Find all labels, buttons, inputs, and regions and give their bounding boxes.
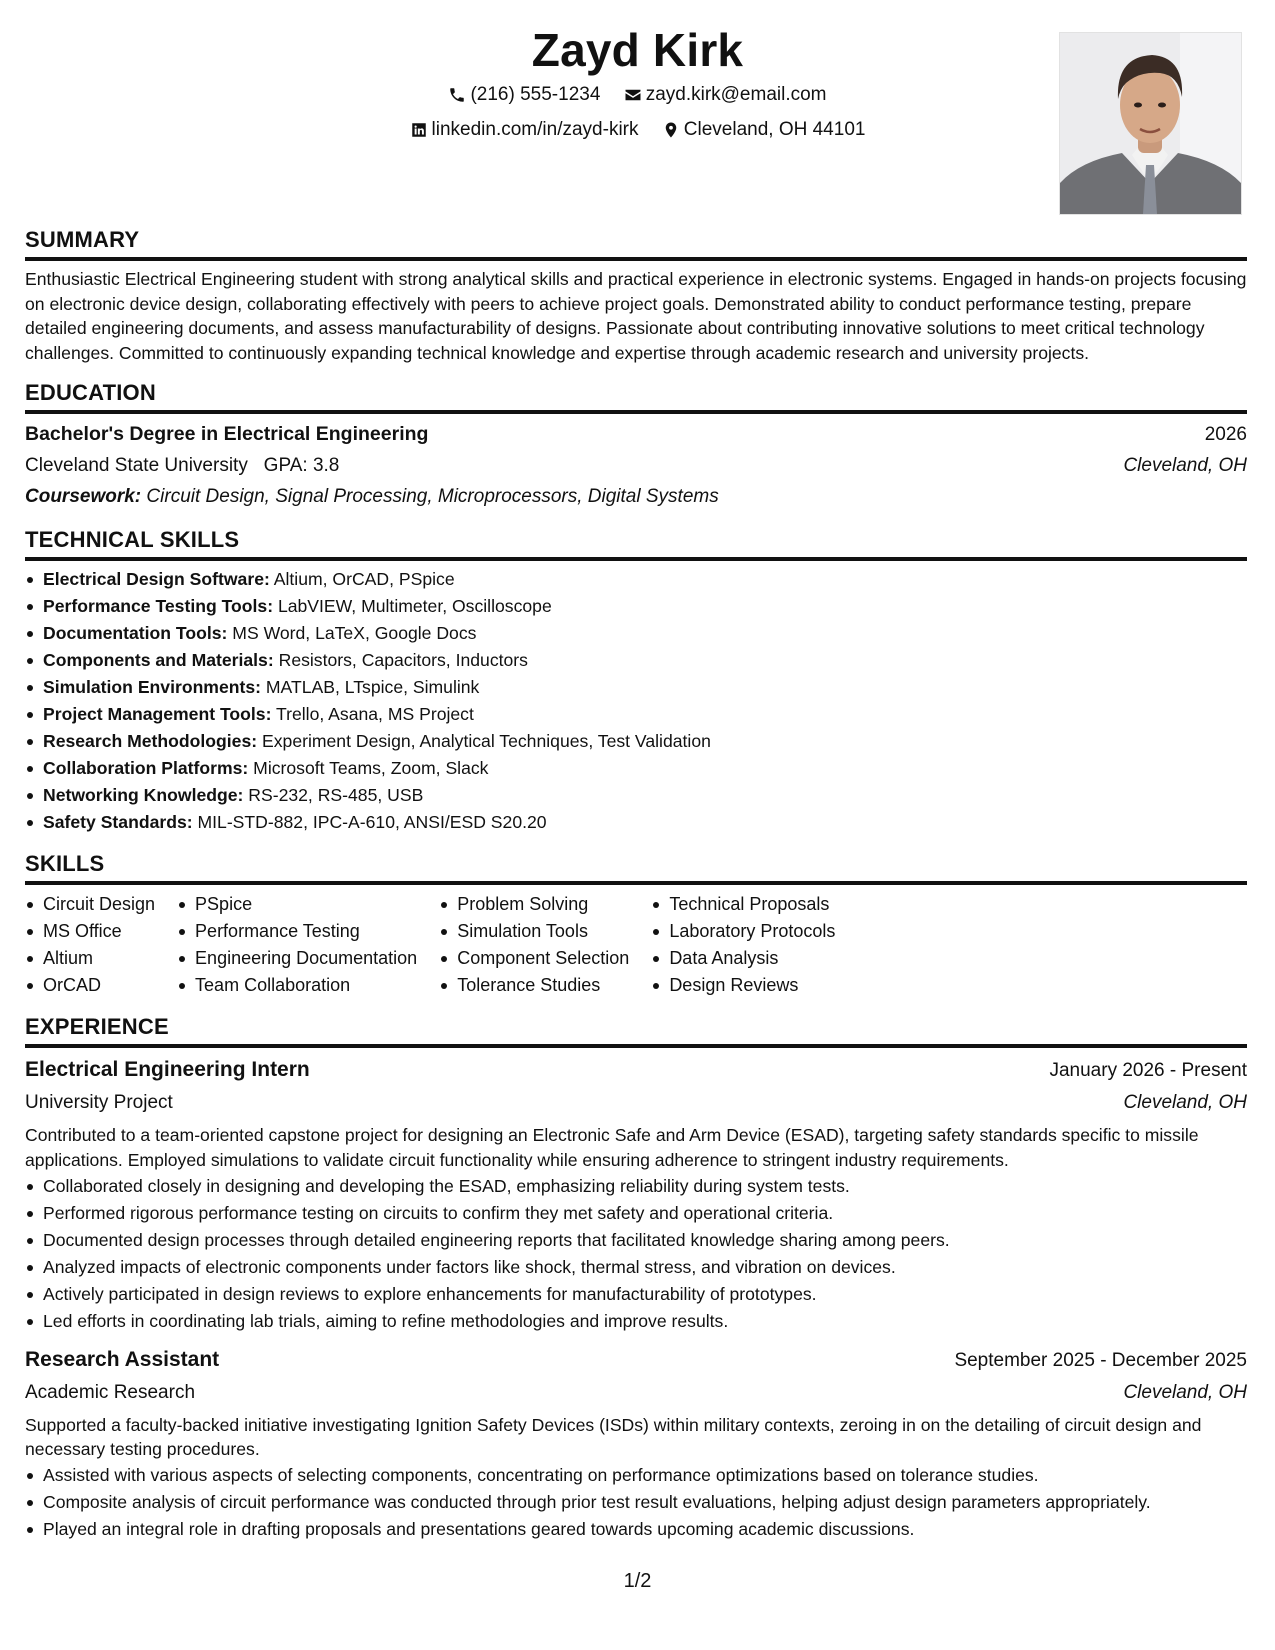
envelope-icon	[624, 86, 642, 104]
location-text: Cleveland, OH 44101	[683, 119, 866, 140]
job-bullets	[25, 1173, 1247, 1335]
skill-category: Simulation Environments:	[43, 677, 261, 698]
list-item: Composite analysis of circuit performance was conducted through prior test result evaluations, helping adjust design parameters appropriately.	[43, 1489, 1247, 1516]
list-item: Data Analysis	[669, 945, 835, 972]
skill-category: Components and Materials:	[43, 650, 274, 671]
list-item: Tolerance Studies	[457, 972, 629, 999]
list-item: Problem Solving	[457, 891, 629, 918]
technical-skills-section	[25, 524, 1247, 836]
coursework	[25, 481, 1247, 512]
list-item: PSpice	[195, 891, 417, 918]
list-item: MS Office	[43, 918, 155, 945]
job-dates: September 2025 - December 2025	[954, 1349, 1247, 1371]
list-item	[43, 647, 1247, 674]
education-row-2	[25, 450, 1247, 481]
map-pin-icon	[662, 121, 680, 139]
list-item	[43, 782, 1247, 809]
email-contact[interactable]	[624, 80, 827, 110]
experience-section	[25, 1011, 1247, 1542]
skill-values: Microsoft Teams, Zoom, Slack	[253, 758, 489, 779]
list-item: Technical Proposals	[669, 891, 835, 918]
list-item: Actively participated in design reviews to explore enhancements for manufacturability of prototypes.	[43, 1281, 1247, 1308]
skill-values: Altium, OrCAD, PSpice	[273, 569, 455, 590]
education-section	[25, 377, 1247, 512]
job-organization: University Project	[25, 1092, 173, 1114]
list-item: Played an integral role in drafting proposals and presentations geared towards upcoming academic discussions.	[43, 1516, 1247, 1543]
job-title: Electrical Engineering Intern	[25, 1058, 310, 1082]
experience-heading: EXPERIENCE	[25, 1011, 1247, 1048]
list-item: Component Selection	[457, 945, 629, 972]
skill-values: MS Word, LaTeX, Google Docs	[232, 623, 477, 644]
skill-category: Safety Standards:	[43, 812, 193, 833]
linkedin-icon	[410, 121, 428, 139]
list-item	[43, 674, 1247, 701]
skill-values: RS-232, RS-485, USB	[248, 785, 424, 806]
location-contact	[662, 115, 866, 145]
list-item: Assisted with various aspects of selecting components, concentrating on performance optimizations based on tolerance studies.	[43, 1462, 1247, 1489]
school-gpa	[25, 450, 339, 481]
profile-photo	[1059, 32, 1242, 215]
list-item: Led efforts in coordinating lab trials, aiming to refine methodologies and improve results.	[43, 1308, 1247, 1335]
skill-category: Collaboration Platforms:	[43, 758, 249, 779]
skill-category: Documentation Tools:	[43, 623, 228, 644]
phone-text: (216) 555-1234	[470, 84, 601, 105]
list-item: Simulation Tools	[457, 918, 629, 945]
skills-section	[25, 848, 1247, 999]
list-item: Analyzed impacts of electronic components under factors like shock, thermal stress, and vibration on devices.	[43, 1254, 1247, 1281]
list-item: Collaborated closely in designing and developing the ESAD, emphasizing reliability during system tests.	[43, 1173, 1247, 1200]
coursework-label: Coursework:	[25, 486, 142, 508]
skills-column-4	[651, 891, 835, 999]
skill-category: Performance Testing Tools:	[43, 596, 274, 617]
job-entry-1	[25, 1053, 1247, 1334]
list-item: Circuit Design	[43, 891, 155, 918]
email-text: zayd.kirk@email.com	[645, 84, 827, 105]
linkedin-contact[interactable]	[410, 115, 639, 145]
list-item: Engineering Documentation	[195, 945, 417, 972]
job-header	[25, 1343, 1247, 1377]
list-item: Team Collaboration	[195, 972, 417, 999]
job-bullets	[25, 1462, 1247, 1543]
skill-category: Research Methodologies:	[43, 731, 258, 752]
gpa: GPA: 3.8	[263, 455, 340, 477]
job-description: Contributed to a team-oriented capstone project for designing an Electronic Safe and Arm Device (ESAD), targeting safety standards specific to missile applications. Employed simulations to validate circuit functionality while ensuring adherence to stringent industry requirements.	[25, 1125, 1199, 1170]
skill-values: Resistors, Capacitors, Inductors	[278, 650, 528, 671]
list-item: Performed rigorous performance testing on circuits to confirm they met safety and operational criteria.	[43, 1200, 1247, 1227]
skill-values: Trello, Asana, MS Project	[276, 704, 474, 725]
list-item: Performance Testing	[195, 918, 417, 945]
phone-icon	[448, 86, 466, 104]
skill-values: MIL-STD-882, IPC-A-610, ANSI/ESD S20.20	[197, 812, 547, 833]
summary-heading: SUMMARY	[25, 224, 1247, 261]
technical-skills-heading: TECHNICAL SKILLS	[25, 524, 1247, 561]
job-entry-2	[25, 1343, 1247, 1543]
skill-values: LabVIEW, Multimeter, Oscilloscope	[277, 596, 552, 617]
list-item: OrCAD	[43, 972, 155, 999]
skills-column-3	[439, 891, 629, 999]
list-item: Documented design processes through detailed engineering reports that facilitated knowledge sharing among peers.	[43, 1227, 1247, 1254]
page-number: 1/2	[623, 1570, 652, 1592]
list-item	[43, 728, 1247, 755]
list-item: Design Reviews	[669, 972, 835, 999]
list-item	[43, 809, 1247, 836]
list-item	[43, 755, 1247, 782]
list-item	[43, 620, 1247, 647]
resume-body	[25, 224, 1247, 1555]
list-item	[43, 701, 1247, 728]
job-title: Research Assistant	[25, 1347, 220, 1371]
linkedin-text: linkedin.com/in/zayd-kirk	[431, 119, 639, 140]
skills-grid	[25, 891, 1247, 999]
list-item	[43, 593, 1247, 620]
job-header	[25, 1053, 1247, 1087]
school-location: Cleveland, OH	[1123, 455, 1247, 477]
skill-values: MATLAB, LTspice, Simulink	[265, 677, 480, 698]
school-name: Cleveland State University	[25, 455, 248, 477]
job-description: Supported a faculty-backed initiative investigating Ignition Safety Devices (ISDs) within military contexts, zeroing in on the detailing of circuit design and necessary testing procedures.	[25, 1414, 1202, 1460]
education-row-1	[25, 419, 1247, 450]
list-item: Altium	[43, 945, 155, 972]
candidate-name: Zayd Kirk	[531, 24, 744, 76]
skills-column-1	[25, 891, 155, 999]
job-location: Cleveland, OH	[1123, 1092, 1247, 1114]
skills-column-2	[177, 891, 417, 999]
summary-section	[25, 224, 1247, 365]
skills-heading: SKILLS	[25, 848, 1247, 885]
technical-skills-list	[25, 566, 1247, 836]
job-subheader	[25, 1087, 1247, 1118]
coursework-list: Circuit Design, Signal Processing, Microprocessors, Digital Systems	[146, 486, 719, 508]
skill-values: Experiment Design, Analytical Techniques, Test Validation	[262, 731, 711, 752]
summary-text: Enthusiastic Electrical Engineering student with strong analytical skills and practical experience in electronic systems. Engaged in hands-on projects focusing on electronic device design, collaborating effectively with peers to achieve project goals. Demonstrated ability to conduct performance testing, prepare detailed engineering documents, and assess manufacturability of designs. Passionate about contributing innovative solutions to meet critical technology challenges. Committed to continuously expanding technical knowledge and expertise through academic research and university projects.	[25, 269, 1247, 363]
skill-category: Networking Knowledge:	[43, 785, 244, 806]
degree-name: Bachelor's Degree in Electrical Engineering	[25, 423, 429, 446]
job-organization: Academic Research	[25, 1381, 196, 1403]
list-item: Laboratory Protocols	[669, 918, 835, 945]
skill-category: Electrical Design Software:	[43, 569, 270, 590]
phone-contact	[448, 80, 600, 110]
education-heading: EDUCATION	[25, 377, 1247, 414]
list-item	[43, 566, 1247, 593]
job-subheader	[25, 1377, 1247, 1408]
job-dates: January 2026 - Present	[1049, 1060, 1247, 1082]
graduation-year: 2026	[1204, 424, 1247, 446]
job-location: Cleveland, OH	[1123, 1381, 1247, 1403]
skill-category: Project Management Tools:	[43, 704, 272, 725]
